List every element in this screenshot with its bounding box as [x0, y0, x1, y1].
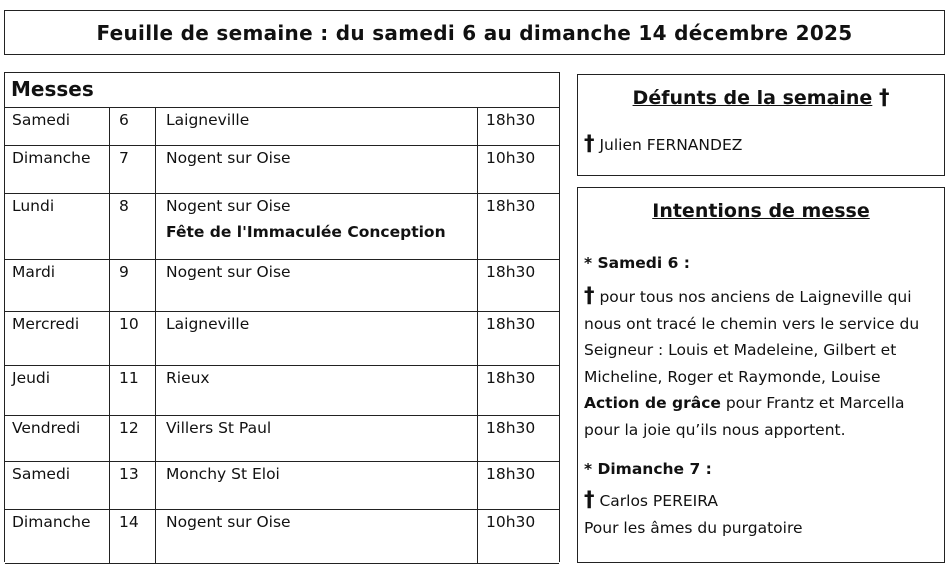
- table-row: [5, 509, 559, 563]
- mass-date: 9: [119, 263, 129, 281]
- mass-time: 10h30: [486, 513, 536, 531]
- mass-place: Monchy St Eloi: [166, 465, 280, 483]
- cross-icon: †: [584, 131, 595, 155]
- table-row: [5, 107, 559, 145]
- mass-day: Mardi: [12, 263, 56, 281]
- mass-date: 10: [119, 315, 139, 333]
- action-de-grace-label: Action de grâce: [584, 394, 721, 412]
- intentions-heading: Intentions de messe: [652, 200, 870, 222]
- mass-time: 10h30: [486, 149, 536, 167]
- mass-date: 11: [119, 369, 139, 387]
- mass-place: Nogent sur Oise: [166, 263, 291, 281]
- table-row-divider: [5, 145, 559, 146]
- table-row-divider: [5, 193, 559, 194]
- intention-text: † pour tous nos anciens de Laigneville qui nous ont tracé le chemin vers le service du Seigneur : Louis et Madeleine, Gilbert et Micheline, Roger et Raymonde, Louise Action de grâce pour Frantz et Marcella pour la joie qu’ils nous apportent.: [584, 283, 920, 439]
- mass-day: Mercredi: [12, 315, 80, 333]
- table-row-divider: [5, 415, 559, 416]
- mass-place: Rieux: [166, 369, 210, 387]
- mass-date: 8: [119, 197, 129, 215]
- table-row-divider: [5, 259, 559, 260]
- table-row: [5, 193, 559, 259]
- mass-time: 18h30: [486, 419, 536, 437]
- page-title: Feuille de semaine : du samedi 6 au dimanche 14 décembre 2025: [96, 20, 853, 45]
- mass-day: Samedi: [12, 111, 71, 129]
- mass-time: 18h30: [486, 315, 536, 333]
- mass-day: Lundi: [12, 197, 55, 215]
- table-row: [5, 259, 559, 311]
- defunts-heading: Défunts de la semaine †: [632, 85, 890, 109]
- table-column-divider: [477, 107, 478, 563]
- table-row: [5, 311, 559, 365]
- mass-date: 12: [119, 419, 139, 437]
- table-row-divider: [5, 509, 559, 510]
- mass-date: 6: [119, 111, 129, 129]
- table-column-divider: [155, 107, 156, 563]
- cross-icon: †: [878, 85, 890, 109]
- mass-place: Nogent sur Oise: [166, 513, 291, 531]
- masses-heading: Messes: [11, 77, 94, 101]
- mass-date: 13: [119, 465, 139, 483]
- title-box: [4, 10, 945, 55]
- table-row-divider: [5, 311, 559, 312]
- mass-date: 7: [119, 149, 129, 167]
- mass-place: Nogent sur Oise: [166, 197, 291, 215]
- defunt-name: Julien FERNANDEZ: [599, 136, 743, 154]
- table-column-divider: [109, 107, 110, 563]
- intention-section-label: * Dimanche 7 :: [584, 460, 712, 478]
- table-row: [5, 365, 559, 415]
- mass-place: Laigneville: [166, 111, 250, 129]
- defunt-entry: [584, 131, 742, 155]
- defunts-panel: [577, 74, 945, 176]
- intention-text: † Carlos PEREIRA Pour les âmes du purgatoire: [584, 487, 803, 537]
- table-row: [5, 461, 559, 509]
- table-row: [5, 415, 559, 461]
- mass-time: 18h30: [486, 111, 536, 129]
- table-row-divider: [5, 107, 559, 108]
- mass-time: 18h30: [486, 263, 536, 281]
- cross-icon: †: [584, 487, 595, 511]
- mass-time: 18h30: [486, 197, 536, 215]
- mass-day: Vendredi: [12, 419, 81, 437]
- intention-section-label: * Samedi 6 :: [584, 254, 690, 272]
- mass-place: Villers St Paul: [166, 419, 272, 437]
- mass-date: 14: [119, 513, 139, 531]
- mass-feast: Fête de l'Immaculée Conception: [166, 223, 446, 241]
- mass-place: Nogent sur Oise: [166, 149, 291, 167]
- table-row: [5, 145, 559, 193]
- table-row-divider: [5, 365, 559, 366]
- mass-time: 18h30: [486, 465, 536, 483]
- mass-time: 18h30: [486, 369, 536, 387]
- mass-day: Dimanche: [12, 149, 91, 167]
- intentions-panel: [577, 187, 945, 563]
- mass-place: Laigneville: [166, 315, 250, 333]
- mass-day: Dimanche: [12, 513, 91, 531]
- masses-table: [4, 72, 560, 562]
- table-row-divider: [5, 563, 559, 564]
- mass-day: Jeudi: [12, 369, 51, 387]
- cross-icon: †: [584, 283, 595, 307]
- table-row-divider: [5, 461, 559, 462]
- mass-day: Samedi: [12, 465, 71, 483]
